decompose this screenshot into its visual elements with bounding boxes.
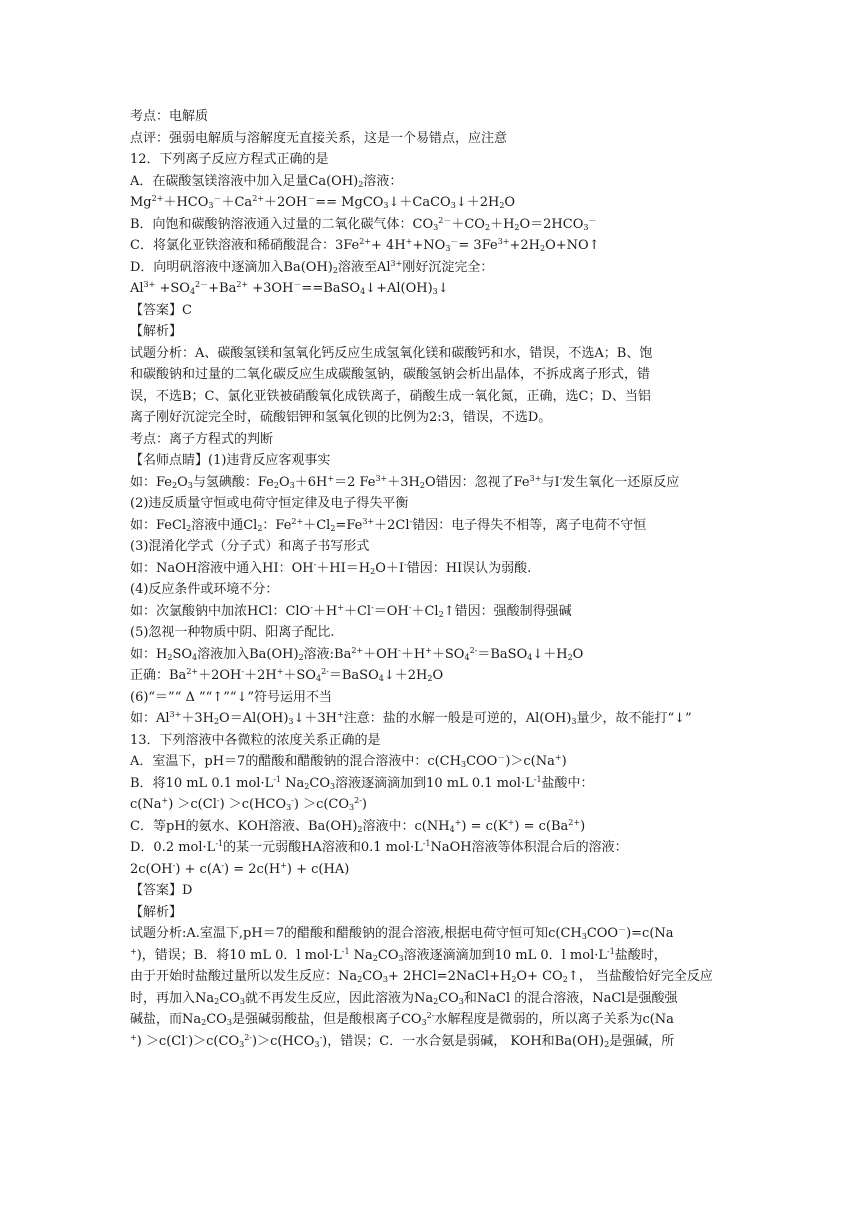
analysis-text: 误，不选B；C、氯化亚铁被硝酸氧化成铁离子，硝酸生成一氧化氮，正确，选C；D、当铝 xyxy=(130,388,651,404)
tip-text: (4)反应条件或环境不分： xyxy=(130,582,279,597)
tip-text: (2)违反质量守恒或电荷守恒定律及电子得失平衡 xyxy=(130,496,409,511)
option-c: C．等pH的氨水、KOH溶液、$Ba(OH)_2$溶液中：$c(NH_4^+) = c(K^+) = c(Ba^{2+})$ xyxy=(130,817,586,834)
analysis-text: 离子刚好沉淀完全时，硫酸铝钾和氢氧化钡的比例为2:3，错误，不选D。 xyxy=(130,410,552,425)
option-a: A．室温下，pH＝7的醋酸和醋酸钠的混合溶液中：$c(CH_3COO^-)>c(Na^+)$ xyxy=(130,753,567,769)
tip-text: 如：$Al^{3+}+3H_2O=Al(OH)_3↓+3H^+$注意：盐的水解一般是可逆的，$Al(OH)_3$量少，故不能打“↓” xyxy=(130,710,692,726)
tip-text: 正确：$Ba^{2+}+2OH^-+2H^++SO_4^{2-}=BaSO_4↓+2H_2O$ xyxy=(130,667,444,683)
tip-text: 如：NaOH溶液中通入HI：$OH^-+HI=H_2O+I^-$错因：HI误认为弱酸. xyxy=(130,559,532,576)
option-a: A．在碳酸氢镁溶液中加入足量$Ca(OH)_2$溶液： xyxy=(130,173,403,189)
analysis-text: $^+) >c(Cl^-)>c(CO_3^{2-})>c(HCO_3^-)$，错误；C．一水合氨是弱碱， KOH和$Ba(OH)_2$是强碱，所 xyxy=(130,1032,675,1049)
tip-text: 如：$H_2SO_4$溶液加入$Ba(OH)_2$溶液$:Ba^{2+}+OH^-+H^++SO_4^{2-}=BaSO_4↓+H_2O$ xyxy=(130,645,584,662)
option-b: B．将10 mL 0.1 $mol\cdot L^{-1}$ $Na_2CO_3$溶液逐滴滴加到10 mL 0.1 $mol\cdot L^{-1}$盐酸中： xyxy=(130,774,594,791)
option-b: B．向饱和碳酸钠溶液通入过量的二氧化碳气体：$CO_3^{2-}+CO_2+H_2O=2HCO_3^-$ xyxy=(130,215,597,232)
tip-text: 如：FeCl$_2$溶液中通$Cl_2$：$Fe^{2+}+Cl_2=Fe^{3+}+2Cl^-$错因：电子得失不相等，离子电荷不守恒 xyxy=(130,516,647,533)
tip-text: (5)忽视一种物质中阴、阳离子配比. xyxy=(130,625,335,640)
text-line: 考点：电解质 xyxy=(130,109,209,124)
analysis-text: 和碳酸钠和过量的二氧化碳反应生成碳酸氢钠，碳酸氢钠会析出晶体，不拆成离子形式，错 xyxy=(130,367,651,382)
analysis-text: 试题分析:A.室温下,pH＝7的醋酸和醋酸钠的混合溶液,根据电荷守恒可知$c(CH_3COO^-)=c(Na$ xyxy=(130,925,674,941)
answer-label: 【答案】C xyxy=(130,302,192,318)
equation-line: 2c(OH-) + c(A-) = 2c(H+) + c(HA) xyxy=(130,860,350,877)
text-line: 点评：强弱电解质与溶解度无直接关系，这是一个易错点，应注意 xyxy=(130,130,508,146)
analysis-text: 试题分析：A、碳酸氢镁和氢氧化钙反应生成氢氧化镁和碳酸钙和水，错误，不选A；B、饱 xyxy=(130,345,653,361)
tip-text: (3)混淆化学式（分子式）和离子书写形式 xyxy=(130,539,370,554)
analysis-text: 碱盐，而$Na_2CO_3$是强碱弱酸盐，但是酸根离子$CO_3^{2-}$水解程度是微弱的，所以离子关系为c(Na xyxy=(130,1011,674,1027)
tip-text: 如：次氯酸钠中加浓HCl：$ClO^-+H^++Cl^-=OH^-+Cl_2↑$错因：强酸制得强碱 xyxy=(130,602,572,619)
question-13-stem: 13．下列溶液中各微粒的浓度关系正确的是 xyxy=(130,732,381,748)
tip-heading: 【名师点睛】(1)违背反应客观事实 xyxy=(130,453,331,468)
answer-label: 【答案】D xyxy=(130,883,193,898)
option-d: D．向明矾溶液中逐滴加入$Ba(OH)_2$溶液至$Al^{3+}$刚好沉淀完全： xyxy=(130,258,494,275)
tip-text: 如：$Fe_2O_3$与氢碘酸：$Fe_2O_3+6H^+=2$ $Fe^{3+}+3H_2O$错因：忽视了$Fe^{3+}$与I-发生氧化一还原反应 xyxy=(130,473,680,490)
equation-line: $c(Na^+) >c(Cl^-) >c(HCO_3^-) >c(CO_3^{2-})$ xyxy=(130,796,367,812)
analysis-text: 时，再加入$Na_2CO_3$就不再发生反应，因此溶液为$Na_2CO_3$和NaCl 的混合溶液，NaCl是强酸强 xyxy=(130,990,678,1006)
analysis-text: +)，错误；B．将10 mL 0．l $mol\cdot L^{-1}$ $Na_2CO_3$溶液逐滴滴加到10 mL 0．l $mol\cdot L^{-1}$盐酸时， xyxy=(130,946,667,963)
text-line: 考点：离子方程式的判断 xyxy=(130,431,274,447)
analysis-label: 【解析】 xyxy=(130,324,183,339)
option-d: D．0.2 $mol\cdot L^{-1}$的某一元弱酸HA溶液和0.1 $mol\cdot L^{-1}NaOH$溶液等体积混合后的溶液： xyxy=(130,839,628,855)
analysis-text: 由于开始时盐酸过量所以发生反应：$Na_2CO_3+$ $2HCl=2NaCl+H_2O+$ $CO_2↑$， 当盐酸恰好完全反应 xyxy=(130,969,713,984)
analysis-label: 【解析】 xyxy=(130,904,183,920)
document-body xyxy=(130,106,740,1052)
equation-line: $Mg^{2+}+HCO_3^-+Ca^{2+}+2OH^-==$ $MgCO_3↓+CaCO_3↓+2H_2O$ xyxy=(130,194,516,210)
equation-line: $Al^{3+} +SO_4^{2-}+Ba^{2+}$ $+3OH^-==BaSO_4↓+Al(OH)_3↓$ xyxy=(130,280,449,296)
option-c: C．将氯化亚铁溶液和稀硝酸混合：$3Fe^{2+}+ 4H^++NO_3^-=$ $3Fe^{3+}+2H_2O+NO↑$ xyxy=(130,237,600,253)
question-12-stem: 12．下列离子反应方程式正确的是 xyxy=(130,152,329,167)
tip-text: (6)“＝”“ Δ ”“↑”“↓”符号运用不当 xyxy=(130,689,333,705)
